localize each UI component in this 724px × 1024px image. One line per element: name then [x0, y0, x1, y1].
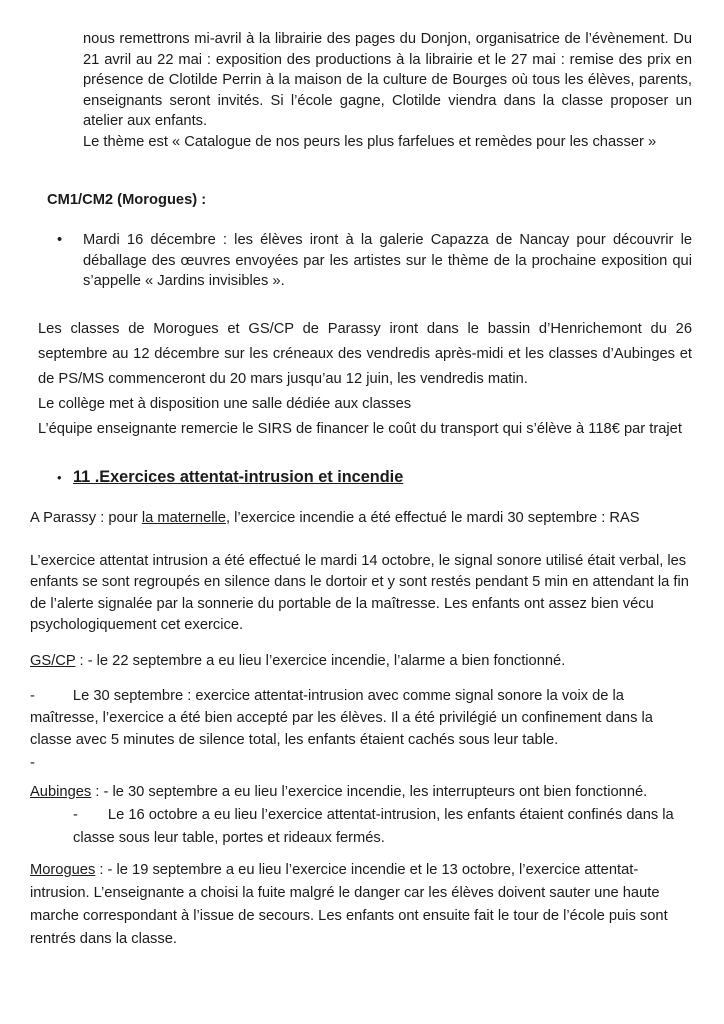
gscp-dash-item — [30, 685, 692, 752]
aubinges-text: : - le 30 septembre a eu lieu l’exercice incendie, les interrupteurs ont bien fonctionné. — [91, 784, 648, 801]
dash-marker: - — [73, 807, 78, 824]
morogues-paragraph — [30, 859, 692, 951]
gscp-line — [30, 651, 692, 672]
aubinges-dash-item — [73, 804, 692, 850]
cm1cm2-heading: CM1/CM2 (Morogues) : — [47, 191, 207, 208]
intro-block — [83, 29, 692, 153]
aubinges-label: Aubinges — [30, 784, 92, 801]
morogues-label: Morogues — [30, 862, 96, 879]
intrusion-paragraph: L’exercice attentat intrusion a été effectué le mardi 14 octobre, le signal sonore utilisé était verbal, les enfants se sont regroupés en silence dans le dortoir et y sont restés pendant 5 min en attendant la fin de l’alerte signalée par la sonnerie du portable de la maîtresse. Les enfants ont assez bien vécu psychologiquement cet exercice. — [30, 552, 689, 634]
lone-dash: - — [30, 754, 35, 771]
theme-line: Le thème est « Catalogue de nos peurs les plus farfelues et remèdes pour les chasser » — [83, 133, 657, 150]
swimming-paragraph: Les classes de Morogues et GS/CP de Parassy iront dans le bassin d’Henrichemont du 26 septembre au 12 décembre sur les créneaux des vendredis après-midi et les classes d’Aubinges et de PS/MS commenceront du 20 mars jusqu’au 12 juin, les vendredis matin. — [38, 320, 692, 387]
dash-marker: - — [30, 687, 35, 704]
bullet-icon: • — [57, 232, 63, 249]
gscp-dash-text: Le 30 septembre : exercice attentat-intrusion avec comme signal sonore la voix de la maîtresse, l’exercice a été bien accepté par les élèves. Il a été privilégié un confinement dans la classe avec 5 minutes de silence total, les enfants étaient cachés sous leur table. — [30, 687, 653, 749]
intro-paragraph: nous remettrons mi-avril à la librairie des pages du Donjon, organisatrice de l’évènement. Du 21 avril au 22 mai : exposition des productions à la librairie et le 27 mai : remise des prix en présence de Clotilde Perrin à la maison de la culture de Bourges où tous les élèves, parents, enseignants seront invités. Si l’école gagne, Clotilde viendra dans la classe proposer un atelier aux enfants. — [83, 31, 692, 130]
parassy-suffix: , l’exercice incendie a été effectué le mardi 30 septembre : RAS — [225, 509, 640, 526]
swimming-section — [38, 317, 692, 442]
bullet-icon: • — [57, 469, 62, 485]
parassy-underlined: la maternelle — [141, 509, 226, 526]
section-heading-item — [30, 466, 692, 488]
morogues-text: : - le 19 septembre a eu lieu l’exercice incendie et le 13 octobre, l’exercice attentat-intrusion. L’enseignante a choisi la fuite malgré le danger car les élèves doivent sauter une haute marche correspondant à l’issue de secours. Les enfants ont ensuite fait le tour de l’école puis sont rentrés dans la classe. — [30, 862, 668, 948]
aubinges-line — [30, 781, 692, 804]
sirs-line: L’équipe enseignante remercie le SIRS de financer le coût du transport qui s’élève à 118€ par trajet — [38, 420, 682, 437]
gscp-text: : - le 22 septembre a eu lieu l’exercice incendie, l’alarme a bien fonctionné. — [75, 652, 566, 669]
parassy-line — [30, 508, 692, 529]
aubinges-dash-text: Le 16 octobre a eu lieu l’exercice attentat-intrusion, les enfants étaient confinés dans la classe sous leur table, portes et rideaux fermés. — [73, 807, 674, 847]
college-line: Le collège met à disposition une salle dédiée aux classes — [38, 395, 412, 412]
section-heading: 11 .Exercices attentat-intrusion et incendie — [73, 467, 404, 486]
cm1cm2-bullet-text: Mardi 16 décembre : les élèves iront à la galerie Capazza de Nancay pour découvrir le déballage des œuvres envoyées par les artistes sur le thème de la prochaine exposition qui s’appelle « Jardins invisibles ». — [83, 232, 692, 290]
gscp-label: GS/CP — [30, 652, 76, 669]
cm1cm2-bullet-item — [30, 230, 692, 292]
parassy-prefix: A Parassy : pour — [30, 509, 142, 526]
